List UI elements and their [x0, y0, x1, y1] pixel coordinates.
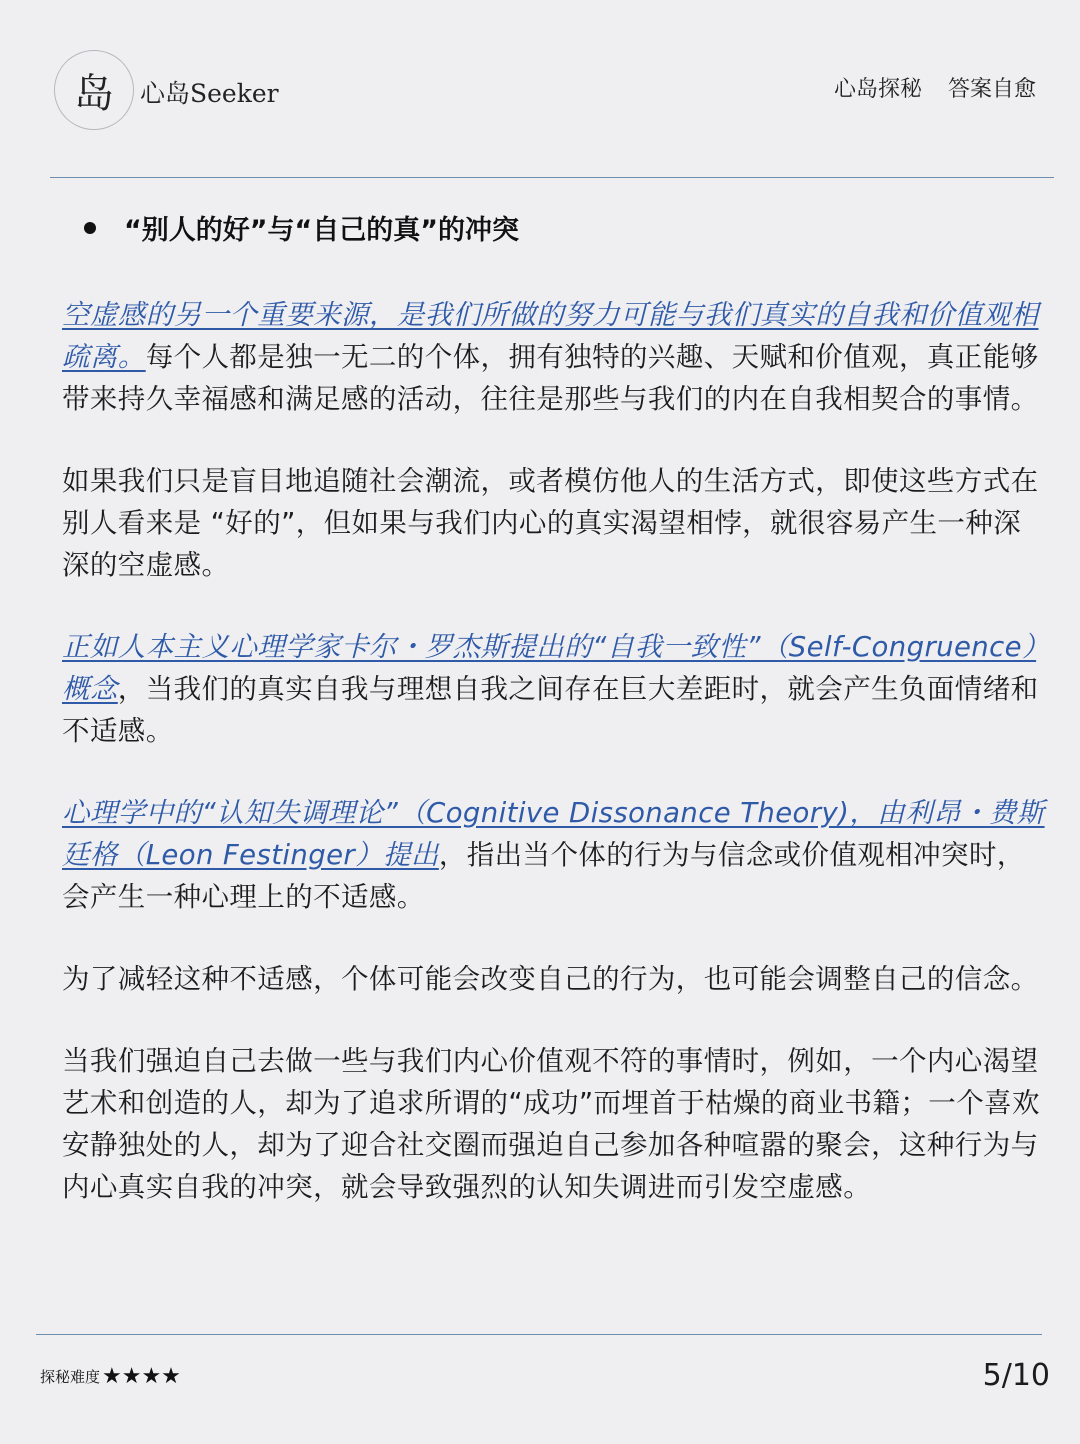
bullet-icon [84, 222, 96, 234]
highlight-text: 心理学中的“认知失调理论”（Cognitive Dissonance Theory)，由利昂・费斯廷格（Leon Festinger）提出 [62, 797, 1045, 871]
paragraph [62, 958, 1047, 1000]
header-divider [50, 177, 1054, 178]
difficulty-rating [40, 1364, 181, 1389]
highlight-text: 正如人本主义心理学家卡尔・罗杰斯提出的“自我一致性”（Self-Congruence）概念 [62, 631, 1037, 705]
article-body [62, 294, 1047, 1248]
body-text: ，指出当个体的行为与信念或价值观相冲突时，会产生一种心理上的不适感。 [62, 839, 1025, 913]
paragraph [62, 792, 1047, 918]
paragraph [62, 294, 1047, 420]
page-number: 5/10 [982, 1358, 1050, 1393]
nav-item-heal[interactable]: 答案自愈 [947, 77, 1036, 102]
section-title: “别人的好”与“自己的真”的冲突 [124, 215, 519, 246]
body-text: 为了减轻这种不适感，个体可能会改变自己的行为，也可能会调整自己的信念。 [62, 963, 1039, 995]
paragraph [62, 1040, 1047, 1208]
highlight-text: 空虚感的另一个重要来源，是我们所做的努力可能与我们真实的自我和价值观相疏离。 [62, 299, 1039, 373]
difficulty-label: 探秘难度 [40, 1368, 101, 1386]
top-nav [834, 72, 1036, 103]
logo [54, 50, 134, 130]
paragraph [62, 626, 1047, 752]
body-text: 如果我们只是盲目地追随社会潮流，或者模仿他人的生活方式，即使这些方式在别人看来是 “好的”，但如果与我们内心的真实渴望相悖，就很容易产生一种深深的空虚感。 [62, 465, 1039, 581]
star-rating: ★★★★ [102, 1364, 181, 1389]
nav-item-explore[interactable]: 心岛探秘 [833, 77, 922, 102]
body-text: 每个人都是独一无二的个体，拥有独特的兴趣、天赋和价值观，真正能够带来持久幸福感和满足感的活动，往往是那些与我们的内在自我相契合的事情。 [62, 341, 1039, 415]
logo-char: 岛 [74, 70, 114, 117]
body-text: 当我们强迫自己去做一些与我们内心价值观不符的事情时，例如，一个内心渴望艺术和创造的人，却为了追求所谓的“成功”而埋首于枯燥的商业书籍；一个喜欢安静独处的人，却为了迎合社交圈而强迫自己参加各种喧嚣的聚会，这种行为与内心真实自我的冲突，就会导致强烈的认知失调进而引发空虚感。 [62, 1045, 1040, 1203]
section-heading [84, 208, 519, 247]
paragraph [62, 460, 1047, 586]
footer-divider [36, 1334, 1042, 1335]
body-text: ，当我们的真实自我与理想自我之间存在巨大差距时，就会产生负面情绪和不适感。 [62, 673, 1039, 747]
brand-name: 心岛Seeker [140, 79, 279, 108]
